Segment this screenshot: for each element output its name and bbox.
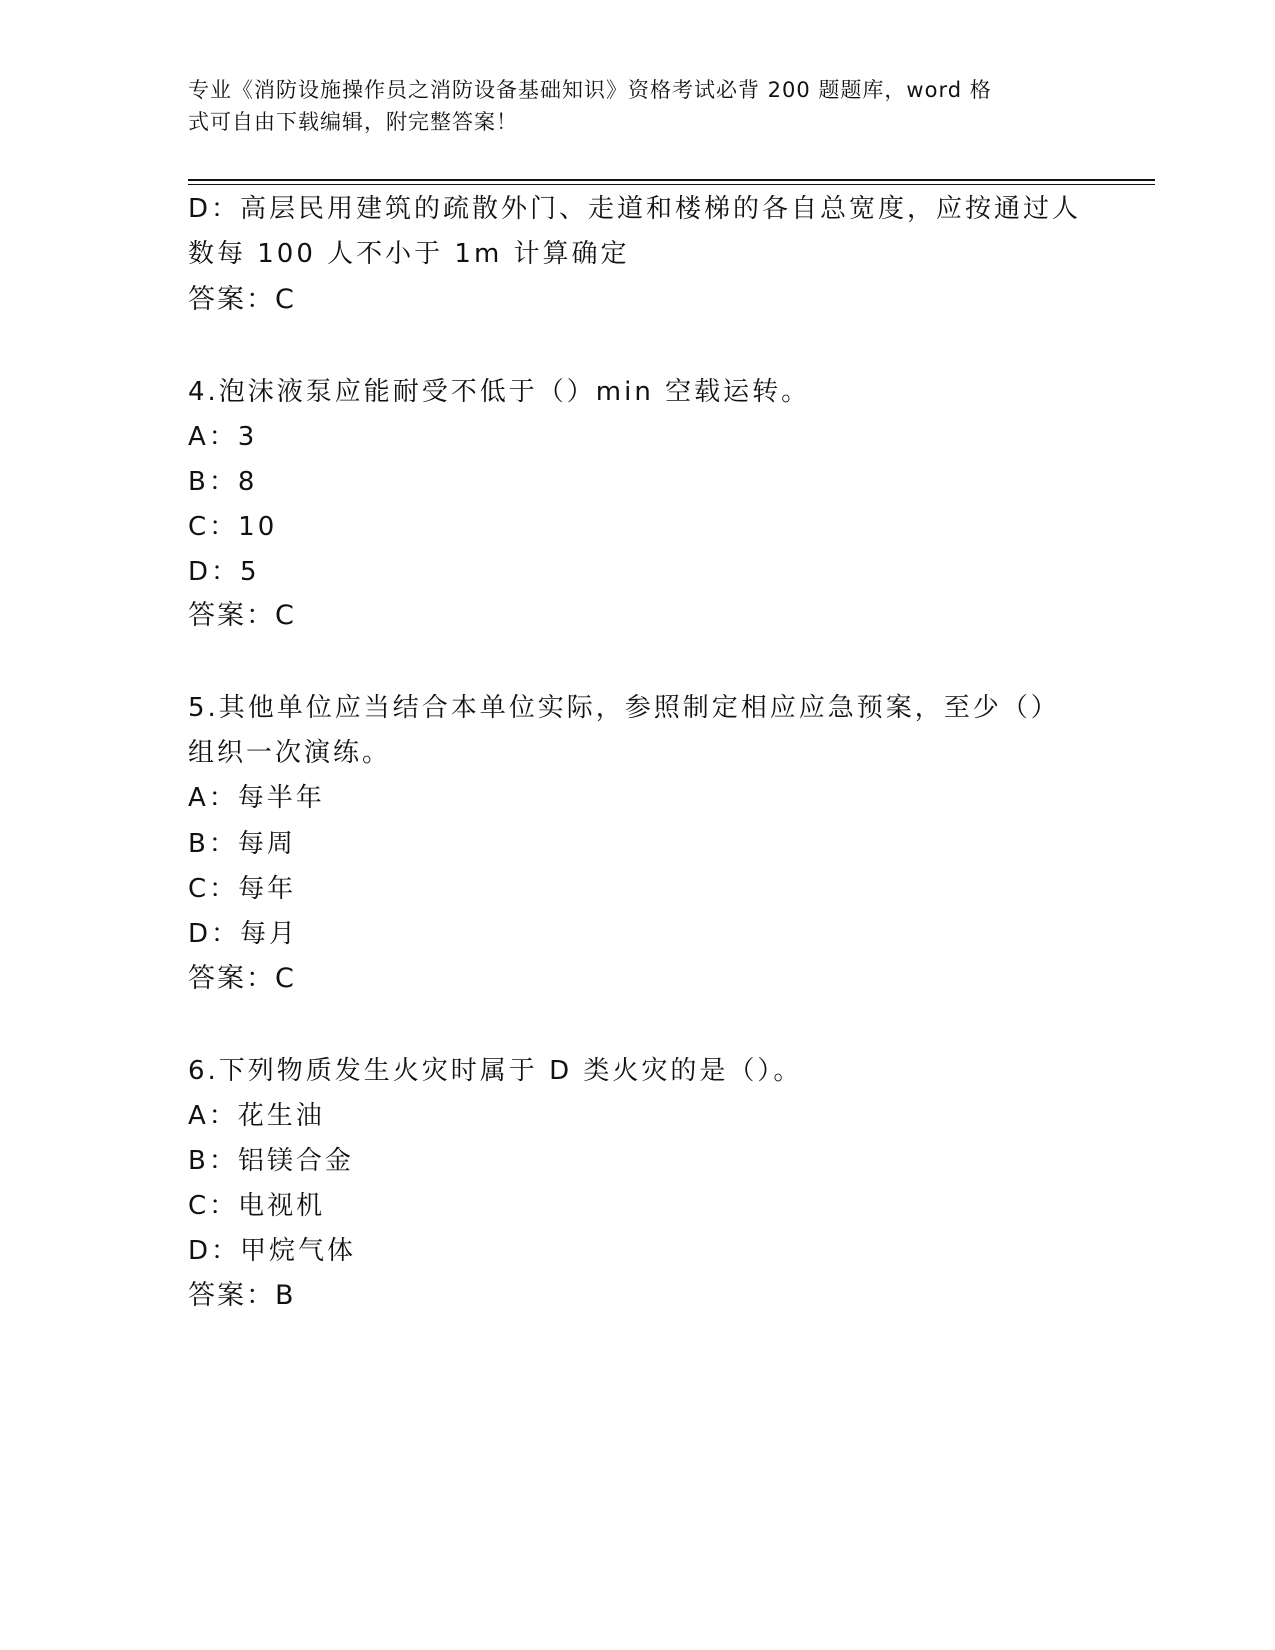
q3-option-d-line-1: D：高层民用建筑的疏散外门、走道和楼梯的各自总宽度，应按通过人 [188,194,1082,224]
q4-answer: 答案：C [188,600,296,631]
header-line-2: 式可自由下载编辑，附完整答案！ [188,110,518,134]
q5-question-line-2: 组织一次演练。 [188,738,392,768]
q5-answer: 答案：C [188,963,296,994]
q4-option-b: B：8 [188,467,258,497]
q5-option-d: D：每月 [188,919,299,949]
q6-option-b: B：铝镁合金 [188,1146,354,1176]
q3-option-d-line-2: 数每 100 人不小于 1m 计算确定 [188,239,630,269]
q4-option-d: D：5 [188,557,260,587]
q5-option-c: C：每年 [188,874,297,904]
q5-question-line-1: 5.其他单位应当结合本单位实际，参照制定相应应急预案，至少（） [188,693,1060,723]
q5-option-b: B：每周 [188,829,296,859]
q3-answer: 答案：C [188,284,296,315]
header-divider-thick [188,179,1155,181]
header-divider-thin [188,184,1155,185]
q6-question: 6.下列物质发生火灾时属于 D 类火灾的是（）。 [188,1056,803,1086]
document-header [188,74,1068,138]
q4-option-c: C：10 [188,512,278,542]
q6-option-d: D：甲烷气体 [188,1236,357,1266]
header-line-1: 专业《消防设施操作员之消防设备基础知识》资格考试必背 200 题题库，word 格 [188,78,992,102]
q6-answer: 答案：B [188,1280,296,1311]
q6-option-a: A：花生油 [188,1101,325,1131]
q4-option-a: A：3 [188,422,258,452]
q6-option-c: C：电视机 [188,1191,326,1221]
q4-question: 4.泡沫液泵应能耐受不低于（）min 空载运转。 [188,377,811,407]
q5-option-a: A：每半年 [188,783,325,813]
